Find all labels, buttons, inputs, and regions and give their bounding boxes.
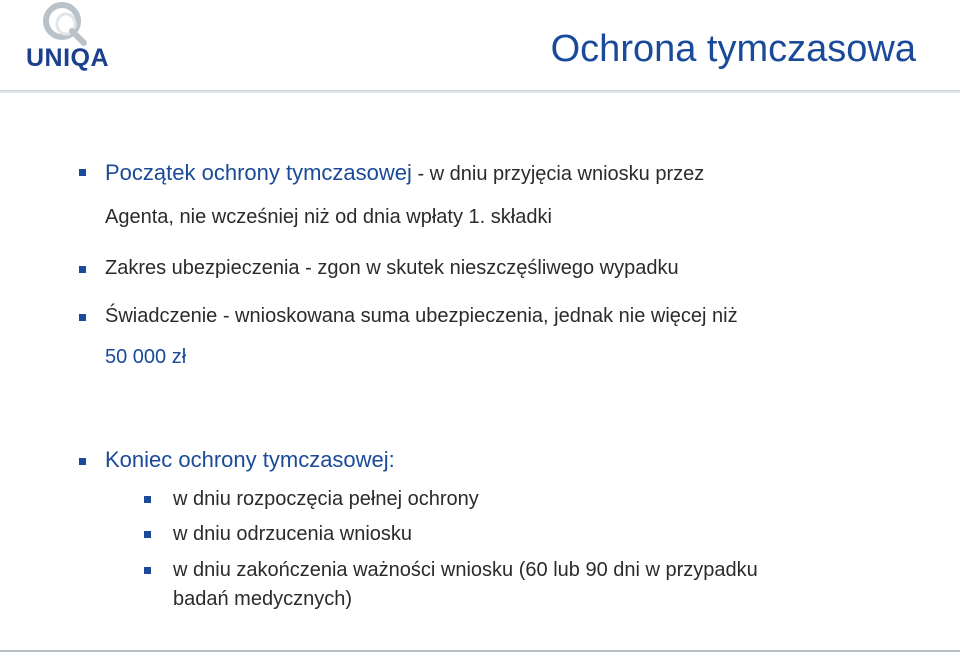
bullet-text: Koniec ochrony tymczasowej: [105,447,395,472]
uniqa-logo-mark [14,0,124,48]
square-bullet-icon [79,314,86,321]
sub-bullet-text: w dniu odrzucenia wniosku [173,523,413,545]
bullet-rest: - w dniu przyjęcia wniosku przez [411,163,705,185]
bullet-continuation: 50 000 zł [105,346,187,368]
square-bullet-icon [144,531,151,538]
sub-bullet-text: w dniu rozpoczęcia pełnej ochrony [173,488,479,510]
square-bullet-icon [144,567,151,574]
square-bullet-icon [79,169,86,176]
bullet-continuation: Agenta, nie wcześniej niż od dnia wpłaty 1. składki [105,206,552,228]
bullet-text: Zakres ubezpieczenia - zgon w skutek nieszczęśliwego wypadku [105,257,679,279]
sub-bullet-text: w dniu zakończenia ważności wniosku (60 lub 90 dni w przypadku [173,559,758,581]
square-bullet-icon [79,458,86,465]
square-bullet-icon [144,496,151,503]
bullet-text: Świadczenie - wnioskowana suma ubezpieczenia, jednak nie więcej niż [105,305,738,327]
logo-wordmark: UNIQA [26,44,110,72]
sub-bullet-continuation: badań medycznych) [173,588,352,610]
uniqa-logo [14,0,124,74]
bullet-highlight: Początek ochrony tymczasowej [105,160,412,185]
slide-title: Ochrona tymczasowa [550,28,916,70]
footer-divider [0,650,960,652]
square-bullet-icon [79,266,86,273]
header-divider [0,90,960,93]
bullet-text [105,160,704,186]
